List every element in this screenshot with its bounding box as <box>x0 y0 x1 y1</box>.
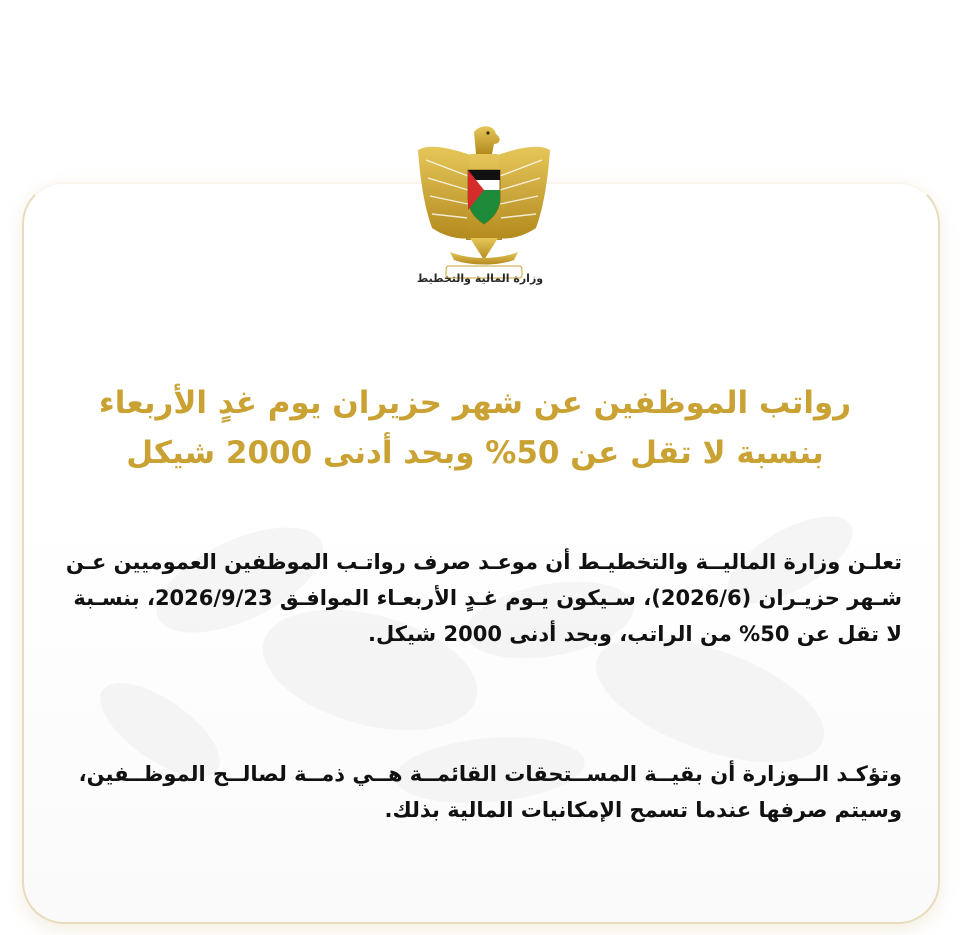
headline <box>60 378 890 478</box>
paragraph-2-line-1: وتؤكـد الــوزارة أن بقيــة المســتحقات القائمــة هــي ذمــة لصالــح الموظــفين، <box>78 762 902 786</box>
ministry-name-caption: وزارة المالية والتخطيط <box>416 272 544 285</box>
paragraph-2-line-2: وسيتم صرفها عندما تسمح الإمكانيات المالية بذلك. <box>384 798 902 822</box>
headline-line-1: رواتب الموظفين عن شهر حزيران يوم غدٍ الأربعاء <box>98 385 852 421</box>
paragraph-1-line-3: لا تقل عن 50% من الراتب، وبحد أدنى 2000 شيكل. <box>368 622 902 646</box>
paragraph-1-line-1: تعلـن وزارة الماليــة والتخطيـط أن موعـد صرف رواتـب الموظفين العموميين عـن <box>65 550 902 574</box>
announcement-paragraph-2 <box>52 756 902 828</box>
announcement-paragraph-1 <box>52 544 902 652</box>
palestine-eagle-emblem-icon <box>410 120 558 290</box>
headline-line-2: بنسبة لا تقل عن 50% وبحد أدنى 2000 شيكل <box>126 435 824 471</box>
paragraph-1-line-2: شـهر حزيـران (2026/6)، سـيكون يـوم غـدٍ الأربعـاء الموافـق 2026/9/23، بنسـبة <box>73 586 902 610</box>
